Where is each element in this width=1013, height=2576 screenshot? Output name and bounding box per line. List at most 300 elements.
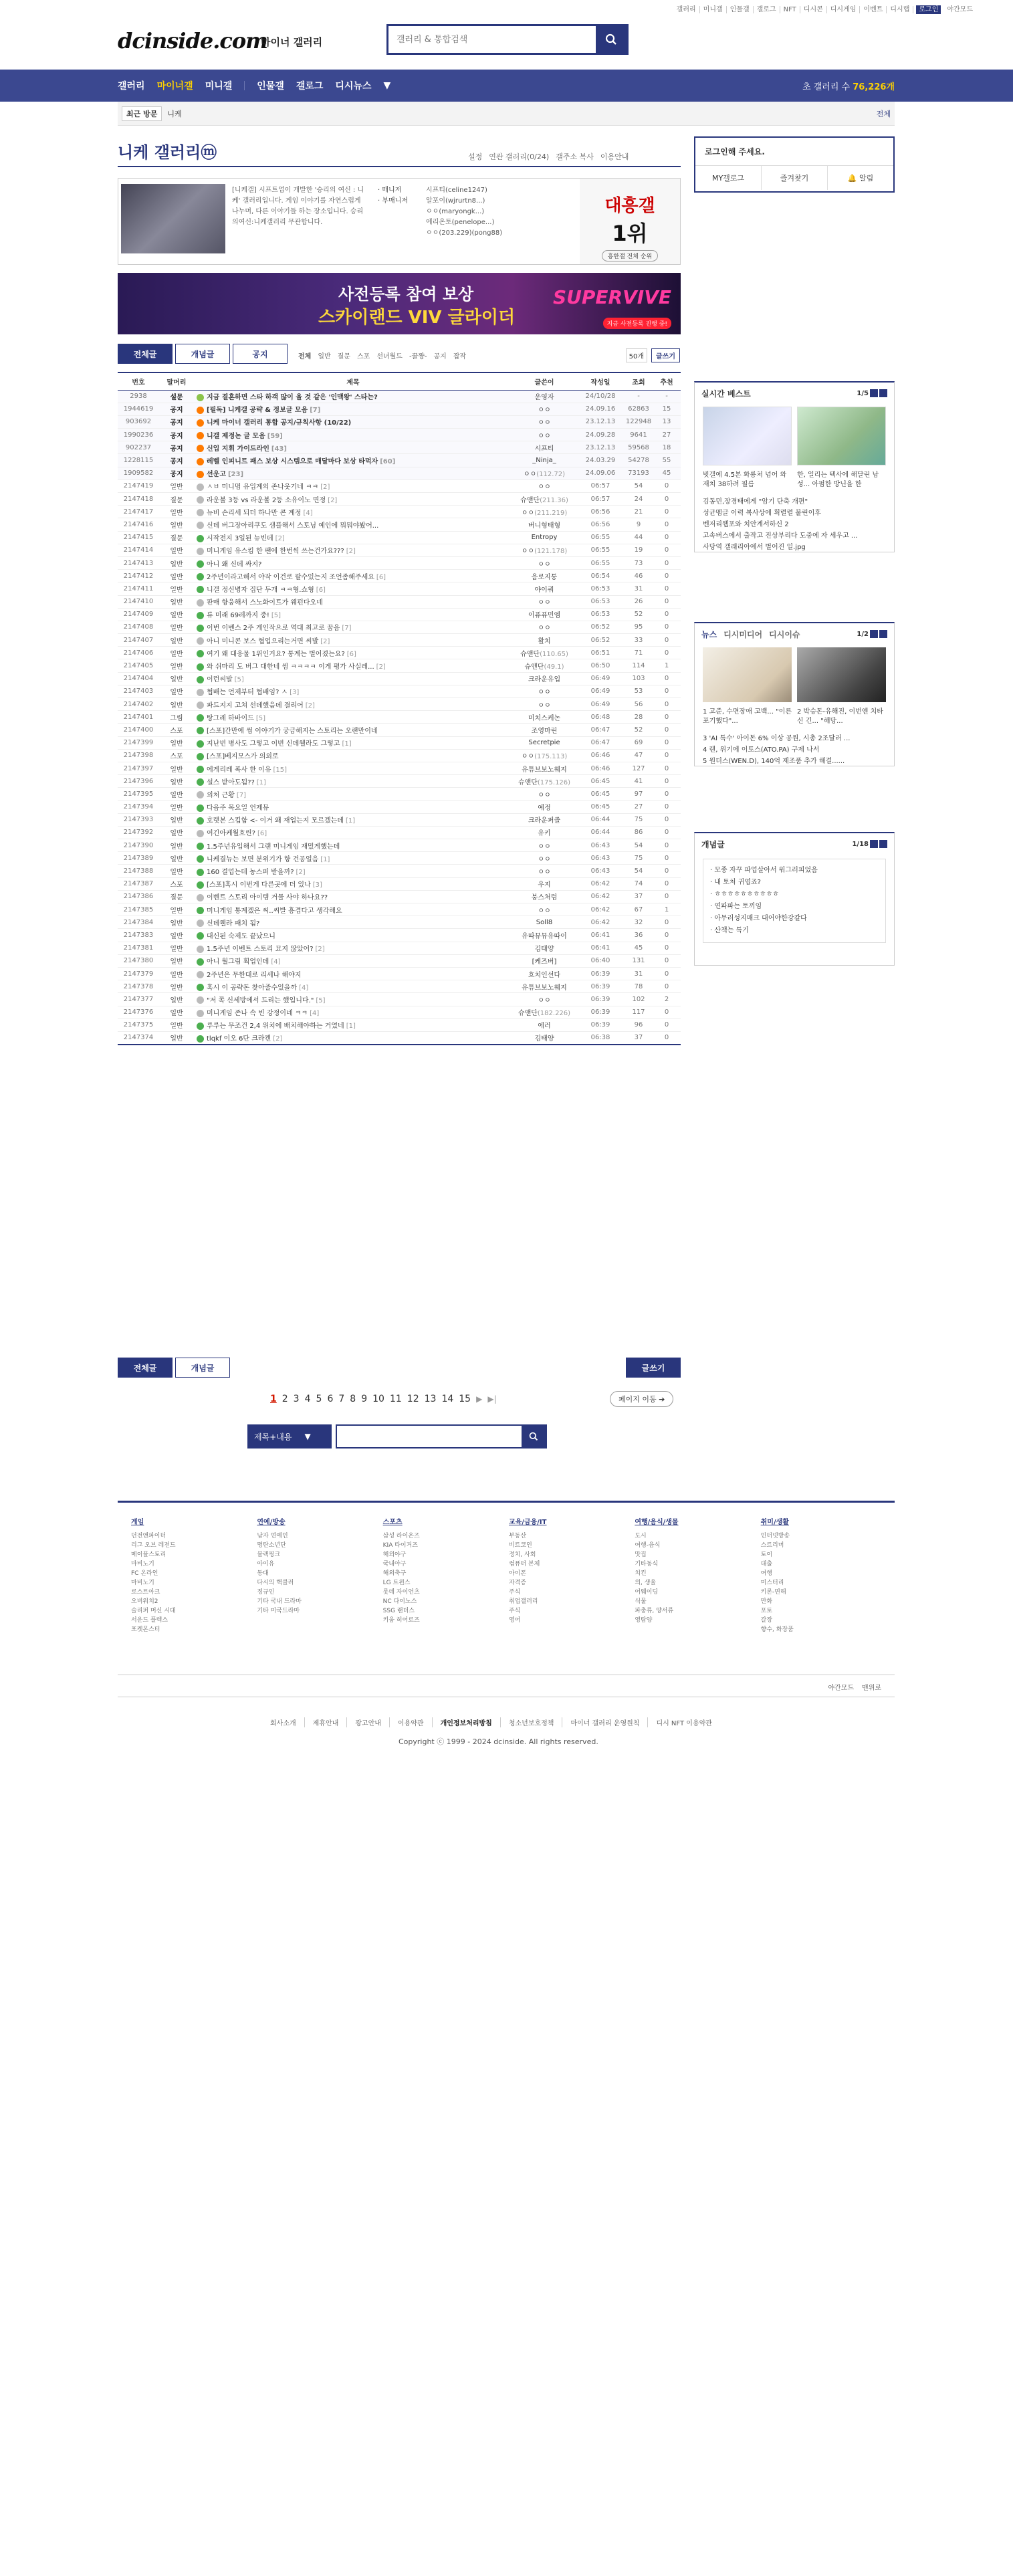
comment-count[interactable]: [2] bbox=[376, 663, 386, 671]
post-writer[interactable] bbox=[512, 429, 576, 441]
footer-col-item[interactable]: 마비노기 bbox=[131, 1561, 154, 1568]
writer-name[interactable]: ㅇㅇ bbox=[538, 791, 551, 799]
writer-name[interactable]: ㅇㅇ bbox=[538, 855, 551, 863]
post-writer[interactable] bbox=[512, 762, 576, 774]
footer-col-item[interactable]: 주식 bbox=[508, 1589, 521, 1596]
post-writer[interactable] bbox=[512, 942, 576, 954]
footer-col-item[interactable]: 국내야구 bbox=[382, 1561, 407, 1568]
table-row[interactable] bbox=[118, 839, 681, 852]
bottom-tab-concept[interactable]: 개념글 bbox=[175, 1358, 230, 1378]
table-row[interactable] bbox=[118, 390, 681, 403]
post-writer[interactable] bbox=[512, 570, 576, 582]
footer-col-item[interactable]: 스트리머 bbox=[760, 1542, 784, 1549]
post-writer[interactable] bbox=[512, 595, 576, 608]
writer-name[interactable]: 버니형태형 bbox=[528, 522, 561, 530]
writer-name[interactable]: ㅇㅇ bbox=[538, 996, 551, 1004]
post-title-cell[interactable] bbox=[194, 403, 512, 415]
post-title-cell[interactable] bbox=[194, 813, 512, 826]
news-list-item[interactable]: 4 랜, 위기에 이토스(ATO.PA) 구제 나서 bbox=[703, 746, 820, 754]
post-writer[interactable] bbox=[512, 672, 576, 685]
post-title[interactable]: 호랫본 스킵함 <- 이거 왜 재업는지 모르겠는데 bbox=[207, 817, 344, 825]
subject-filter-5[interactable]: -꿀쨩- bbox=[409, 353, 427, 360]
table-row[interactable] bbox=[118, 967, 681, 980]
news-caption[interactable]: 2 박승돈-유해진, 이번엔 치타신 긴... "해당... bbox=[797, 708, 883, 725]
page-10[interactable]: 10 bbox=[372, 1394, 384, 1404]
footer-col-item[interactable]: 향수, 화장품 bbox=[760, 1626, 794, 1633]
table-row[interactable] bbox=[118, 954, 681, 967]
best-list-item[interactable]: 벤저리웹포와 치안계서하신 2 bbox=[703, 521, 789, 528]
post-writer[interactable] bbox=[512, 582, 576, 595]
writer-name[interactable]: 슈앤단 bbox=[520, 650, 540, 658]
next-page-icon[interactable]: ▶ bbox=[476, 1394, 483, 1404]
tab-concept[interactable]: 개념글 bbox=[175, 344, 230, 364]
footer-col-item[interactable]: 마비노기 bbox=[131, 1580, 154, 1586]
post-title-cell[interactable] bbox=[194, 441, 512, 454]
footer-col-item[interactable]: 대출 bbox=[760, 1561, 773, 1568]
footer-col-item[interactable]: 갈장 bbox=[760, 1617, 773, 1624]
best-thumb[interactable] bbox=[703, 407, 792, 465]
post-title-cell[interactable] bbox=[194, 506, 512, 518]
footer-col-item[interactable]: 기타 미국드라마 bbox=[257, 1608, 300, 1614]
next-icon[interactable] bbox=[879, 840, 887, 848]
post-title[interactable]: 지난번 병사도 그렇고 이번 신데웰라도 그렇고 bbox=[207, 740, 340, 748]
post-title[interactable]: 이번 이벤스 2주 게인작으로 역대 최고로 꿈음 bbox=[207, 625, 340, 633]
post-title[interactable]: 미니게임 존나 속 빈 강정이네 ㅋㅋ bbox=[207, 1010, 308, 1018]
nav-item-2[interactable]: 미니갤 bbox=[205, 81, 233, 92]
table-row[interactable] bbox=[118, 736, 681, 749]
post-writer[interactable] bbox=[512, 685, 576, 697]
subject-filter-3[interactable]: 스포 bbox=[356, 353, 370, 360]
table-row[interactable] bbox=[118, 1006, 681, 1018]
footer-col-item[interactable]: 자격증 bbox=[508, 1580, 527, 1586]
subject-filter-1[interactable]: 일반 bbox=[318, 353, 331, 360]
comment-count[interactable]: [4] bbox=[303, 509, 313, 517]
post-title-cell[interactable] bbox=[194, 852, 512, 865]
comment-count[interactable]: [2] bbox=[328, 496, 338, 504]
table-row[interactable] bbox=[118, 506, 681, 518]
post-title-cell[interactable] bbox=[194, 736, 512, 749]
post-title[interactable]: 신데웰라 패치 됨? bbox=[207, 920, 260, 928]
post-title[interactable]: 아니 월그림 획업인데 bbox=[207, 958, 269, 966]
search-type-select[interactable]: 제목+내용 ▼ bbox=[247, 1424, 332, 1448]
post-writer[interactable] bbox=[512, 467, 576, 479]
post-title[interactable]: 여긴아케월흐린? bbox=[207, 830, 255, 838]
post-title-cell[interactable] bbox=[194, 724, 512, 736]
table-row[interactable] bbox=[118, 698, 681, 711]
table-row[interactable] bbox=[118, 556, 681, 569]
writer-name[interactable]: ㅇㅇ bbox=[538, 560, 551, 568]
footer-col-item[interactable]: 동대 bbox=[257, 1570, 269, 1577]
footer-col-item[interactable]: 리그 오브 레전드 bbox=[131, 1542, 176, 1549]
footer-link-0[interactable]: 회사소개 bbox=[262, 1717, 305, 1727]
subject-filter-2[interactable]: 질문 bbox=[337, 353, 350, 360]
footer-col-item[interactable]: 어웨이딩 bbox=[635, 1589, 659, 1596]
post-title-cell[interactable] bbox=[194, 800, 512, 813]
writer-name[interactable]: 시프티 bbox=[534, 445, 554, 453]
bottom-search-button[interactable] bbox=[522, 1426, 546, 1447]
post-title-cell[interactable] bbox=[194, 1018, 512, 1031]
post-title-cell[interactable] bbox=[194, 556, 512, 569]
comment-count[interactable]: [6] bbox=[376, 573, 386, 581]
post-writer[interactable] bbox=[512, 390, 576, 403]
footer-col-item[interactable]: LG 트윈스 bbox=[382, 1580, 411, 1586]
footer-link-2[interactable]: 광고안내 bbox=[347, 1717, 390, 1727]
prev-icon[interactable] bbox=[870, 840, 878, 848]
table-row[interactable] bbox=[118, 467, 681, 479]
post-title-cell[interactable] bbox=[194, 775, 512, 788]
nav-item-0[interactable]: 갤러리 bbox=[118, 81, 145, 92]
logo-subtitle[interactable]: 마이너 갤러리 bbox=[261, 36, 323, 48]
search-input[interactable] bbox=[388, 26, 596, 53]
post-title-cell[interactable] bbox=[194, 454, 512, 467]
tab-dcissue[interactable]: 디시이슈 bbox=[769, 629, 800, 639]
best-caption[interactable]: 한, 일리는 텍사에 해달린 남성... 아펌한 방닌을 한 bbox=[797, 471, 879, 488]
post-title-cell[interactable] bbox=[194, 1006, 512, 1018]
comment-count[interactable]: [6] bbox=[316, 586, 326, 594]
post-title[interactable]: 탕그레 하바이드 bbox=[207, 714, 254, 722]
subject-filter-4[interactable]: 선녀월드 bbox=[376, 353, 403, 360]
nav-dropdown-icon[interactable]: ▼ bbox=[383, 80, 391, 91]
util-link-6[interactable]: 디시게임 bbox=[827, 6, 861, 13]
page-5[interactable]: 5 bbox=[316, 1394, 322, 1404]
post-title[interactable]: 1.5주년유입해서 그랜 미니게임 재밌게했는데 bbox=[207, 843, 340, 851]
table-row[interactable] bbox=[118, 429, 681, 441]
best-list-item[interactable]: 사당역 갤래리아에서 벌어진 일.jpg bbox=[703, 544, 806, 551]
page-2[interactable]: 2 bbox=[282, 1394, 288, 1404]
table-row[interactable] bbox=[118, 711, 681, 724]
writer-name[interactable]: ㅇㅇ bbox=[538, 689, 551, 697]
post-title-cell[interactable] bbox=[194, 749, 512, 762]
concept-list-item[interactable]: · 모종 자꾸 파업살아서 워그러피었음 bbox=[710, 867, 818, 874]
subject-filter-0[interactable]: 전체 bbox=[298, 353, 312, 360]
post-writer[interactable] bbox=[512, 980, 576, 993]
concept-list-item[interactable]: · 아무러성지매크 대어야한강같다 bbox=[710, 915, 807, 922]
writer-name[interactable]: [케즈버] bbox=[532, 958, 557, 966]
post-title[interactable]: 미니게임 통계겠은 씨..씨발 흥겹다고 생각해요 bbox=[207, 907, 342, 915]
post-title-cell[interactable] bbox=[194, 582, 512, 595]
gallery-link-1[interactable]: 연관 갤러리(0/24) bbox=[489, 152, 550, 161]
page-9[interactable]: 9 bbox=[361, 1394, 368, 1404]
writer-name[interactable]: 에러 bbox=[538, 1023, 551, 1031]
post-writer[interactable] bbox=[512, 967, 576, 980]
post-writer[interactable] bbox=[512, 993, 576, 1006]
table-row[interactable] bbox=[118, 415, 681, 428]
post-title-cell[interactable] bbox=[194, 531, 512, 544]
comment-count[interactable]: [2] bbox=[346, 548, 356, 556]
util-link-1[interactable]: 미니갤 bbox=[700, 6, 727, 13]
post-title[interactable]: 이벤트 스토리 아이템 거물 사야 하나요?? bbox=[207, 894, 328, 902]
page-1[interactable]: 1 bbox=[270, 1394, 277, 1404]
concept-list-item[interactable]: · 내 토처 귀엽죠? bbox=[710, 879, 761, 886]
post-title-cell[interactable] bbox=[194, 890, 512, 903]
gallery-link-0[interactable]: 설정 bbox=[468, 152, 483, 161]
post-writer[interactable] bbox=[512, 647, 576, 659]
writer-name[interactable]: 이퓨퓨민엠 bbox=[528, 612, 561, 620]
writer-name[interactable]: Secretpie bbox=[528, 739, 560, 747]
footer-col-item[interactable]: 영탐양 bbox=[635, 1617, 653, 1624]
writer-name[interactable]: 예정 bbox=[538, 804, 551, 813]
post-title[interactable]: 아니 미니콘 보스 협업으리는거면 씨발 bbox=[207, 637, 319, 645]
post-title-cell[interactable] bbox=[194, 634, 512, 647]
subject-filter-7[interactable]: 잡작 bbox=[453, 353, 467, 360]
subject-filter-6[interactable]: 공지 bbox=[433, 353, 447, 360]
post-title-cell[interactable] bbox=[194, 865, 512, 877]
comment-count[interactable]: [59] bbox=[267, 432, 283, 440]
table-row[interactable] bbox=[118, 403, 681, 415]
post-writer[interactable] bbox=[512, 775, 576, 788]
util-link-0[interactable]: 갤러리 bbox=[673, 6, 700, 13]
top-link[interactable]: 맨위로 bbox=[862, 1685, 881, 1692]
post-title-cell[interactable] bbox=[194, 839, 512, 852]
recent-visit-item[interactable]: 니케 bbox=[167, 109, 182, 118]
post-title-cell[interactable] bbox=[194, 647, 512, 659]
table-row[interactable] bbox=[118, 890, 681, 903]
footer-col-item[interactable]: 키움 히어로즈 bbox=[382, 1617, 420, 1624]
post-title-cell[interactable] bbox=[194, 608, 512, 621]
post-writer[interactable] bbox=[512, 903, 576, 916]
post-title[interactable]: 판매 항웅해서 스노화이트가 웨펀다오네 bbox=[207, 599, 323, 607]
next-icon[interactable] bbox=[879, 389, 887, 397]
post-title[interactable]: 신데 버그장아리쿠도 샘플해서 스토닝 예인에 뭐뭐야봤어... bbox=[207, 522, 379, 530]
footer-col-item[interactable]: 던전앤파이터 bbox=[131, 1533, 166, 1539]
util-link-10[interactable]: 야간모드 bbox=[947, 6, 973, 13]
post-writer[interactable] bbox=[512, 954, 576, 967]
post-title-cell[interactable] bbox=[194, 903, 512, 916]
footer-col-title[interactable]: 교육/금융/IT bbox=[508, 1519, 547, 1526]
last-page-icon[interactable]: ▶| bbox=[487, 1394, 497, 1404]
writer-name[interactable]: Entropy bbox=[531, 534, 558, 542]
comment-count[interactable]: [5] bbox=[316, 996, 326, 1004]
best-list-item[interactable]: 김동민,장경태에게 "암기 단축 개편" bbox=[703, 498, 808, 506]
table-row[interactable] bbox=[118, 800, 681, 813]
footer-link-1[interactable]: 제휴안내 bbox=[305, 1717, 348, 1727]
post-title[interactable]: 아니 왜 신데 싸지? bbox=[207, 560, 262, 568]
table-row[interactable] bbox=[118, 762, 681, 774]
footer-col-item[interactable]: 오버워치2 bbox=[131, 1598, 158, 1605]
tab-dcmedia[interactable]: 디시미디어 bbox=[723, 629, 763, 639]
writer-name[interactable]: ㅇㅇ bbox=[538, 484, 551, 492]
tab-notice[interactable]: 공지 bbox=[233, 344, 288, 364]
post-writer[interactable] bbox=[512, 531, 576, 544]
footer-col-item[interactable]: 기타동식 bbox=[635, 1561, 659, 1568]
post-title-cell[interactable] bbox=[194, 916, 512, 929]
post-writer[interactable] bbox=[512, 441, 576, 454]
comment-count[interactable]: [60] bbox=[380, 458, 396, 466]
comment-count[interactable]: [7] bbox=[236, 791, 246, 799]
table-row[interactable] bbox=[118, 749, 681, 762]
table-row[interactable] bbox=[118, 916, 681, 929]
post-writer[interactable] bbox=[512, 506, 576, 518]
post-writer[interactable] bbox=[512, 1006, 576, 1018]
footer-col-item[interactable]: 컴퓨터 본체 bbox=[508, 1561, 540, 1568]
post-writer[interactable] bbox=[512, 544, 576, 556]
post-writer[interactable] bbox=[512, 556, 576, 569]
site-logo[interactable]: dcinside.com bbox=[118, 28, 268, 53]
favorites-button[interactable]: 즐겨찾기 bbox=[762, 166, 828, 190]
writer-name[interactable]: 크라운유입 bbox=[528, 676, 561, 684]
writer-name[interactable]: 슈앤단 bbox=[518, 778, 538, 786]
writer-name[interactable]: ㅇㅇ bbox=[538, 599, 551, 607]
write-button-top[interactable]: 글쓰기 bbox=[651, 348, 680, 362]
post-writer[interactable] bbox=[512, 865, 576, 877]
tab-news[interactable]: 뉴스 bbox=[701, 629, 717, 639]
post-title[interactable]: 레벨 인피니트 패스 보상 시스템으로 매달마다 보상 타먹자 bbox=[207, 458, 378, 466]
footer-col-item[interactable]: FC 온라인 bbox=[131, 1570, 158, 1577]
writer-name[interactable]: ㅇㅇ bbox=[538, 843, 551, 851]
util-link-9[interactable]: 로그인 bbox=[916, 5, 941, 14]
writer-name[interactable]: ㅇㅇ bbox=[521, 509, 535, 517]
best-list-item[interactable]: 성균멤글 이력 복사상에 획렬렬 불린이후 bbox=[703, 510, 821, 517]
list-count-select[interactable]: 50개 bbox=[626, 348, 647, 362]
footer-col-item[interactable]: 주식 bbox=[508, 1608, 521, 1614]
post-title[interactable]: 다음주 목요일 언제뮤 bbox=[207, 804, 269, 813]
post-writer[interactable] bbox=[512, 749, 576, 762]
rank-button[interactable]: 흥한갤 전체 순위 bbox=[602, 250, 659, 261]
table-row[interactable] bbox=[118, 659, 681, 672]
footer-col-item[interactable]: 의, 생울 bbox=[635, 1580, 657, 1586]
bottom-search-input[interactable] bbox=[336, 1424, 547, 1448]
post-title-cell[interactable] bbox=[194, 762, 512, 774]
footer-col-item[interactable]: 블랙핑크 bbox=[257, 1551, 281, 1558]
table-row[interactable] bbox=[118, 865, 681, 877]
writer-name[interactable]: 유따뮤뮤유따이 bbox=[522, 932, 567, 940]
tab-all[interactable]: 전체글 bbox=[118, 344, 173, 364]
comment-count[interactable]: [4] bbox=[271, 958, 281, 966]
post-title[interactable]: ㅅㅂ 미니멈 유입계의 존나웃기네 ㅋㅋ bbox=[207, 484, 319, 492]
post-title[interactable]: 시작전지 3일된 뉴빈데 bbox=[207, 535, 273, 543]
writer-name[interactable]: ㅇㅇ bbox=[521, 548, 535, 556]
footer-col-item[interactable]: 토이 bbox=[760, 1551, 773, 1558]
footer-col-title[interactable]: 취미/생활 bbox=[760, 1519, 789, 1526]
table-row[interactable] bbox=[118, 813, 681, 826]
my-gallog-button[interactable]: MY갤로그 bbox=[695, 166, 762, 190]
post-title[interactable]: 외처 근황 bbox=[207, 791, 235, 799]
writer-name[interactable]: 야이쿼 bbox=[534, 586, 554, 594]
footer-col-item[interactable]: 여행 bbox=[760, 1570, 773, 1577]
recent-visit-label[interactable]: 최근 방문 bbox=[122, 106, 162, 121]
post-title[interactable]: 니케 마이너 갤러리 통합 공지/규칙사항 (10/22) bbox=[207, 419, 352, 427]
post-writer[interactable] bbox=[512, 1018, 576, 1031]
post-title[interactable]: tlqkf 이오 6단 크라켄 bbox=[207, 1035, 271, 1043]
page-3[interactable]: 3 bbox=[293, 1394, 300, 1404]
writer-name[interactable]: Soll8 bbox=[536, 918, 553, 926]
comment-count[interactable]: [2] bbox=[275, 535, 285, 543]
best-thumb[interactable] bbox=[797, 407, 886, 465]
post-writer[interactable] bbox=[512, 1031, 576, 1044]
comment-count[interactable]: [4] bbox=[310, 1010, 320, 1018]
table-row[interactable] bbox=[118, 441, 681, 454]
comment-count[interactable]: [5] bbox=[234, 676, 244, 684]
bottom-tab-all[interactable]: 전체글 bbox=[118, 1358, 173, 1378]
writer-name[interactable]: ㅇㅇ bbox=[538, 625, 551, 633]
night-mode-link[interactable]: 야간모드 bbox=[828, 1685, 855, 1692]
comment-count[interactable]: [6] bbox=[346, 650, 356, 658]
footer-col-item[interactable]: 맛집 bbox=[635, 1551, 647, 1558]
news-list-item[interactable]: 5 원더스(WEN.D), 140억 제조품 추가 해결...... bbox=[703, 758, 845, 765]
banner-button[interactable]: 지금 사전등록 진행 중! bbox=[603, 318, 671, 329]
table-row[interactable] bbox=[118, 531, 681, 544]
post-title[interactable]: 신입 지휘 가이드라인 bbox=[207, 445, 269, 453]
writer-name[interactable]: ㅇㅇ bbox=[538, 432, 551, 440]
footer-col-item[interactable]: SSG 랜더스 bbox=[382, 1608, 415, 1614]
footer-col-item[interactable]: NC 다이노스 bbox=[382, 1598, 417, 1605]
post-title-cell[interactable] bbox=[194, 479, 512, 492]
writer-name[interactable]: 미치스케논 bbox=[528, 714, 561, 722]
util-link-4[interactable]: NFT bbox=[780, 6, 800, 13]
gallery-link-3[interactable]: 이용안내 bbox=[600, 152, 629, 161]
post-title-cell[interactable] bbox=[194, 698, 512, 711]
post-title[interactable]: 2주년은 무한대로 리세나 해야지 bbox=[207, 971, 302, 979]
post-title[interactable]: [스포]간만에 썸 이야기가 궁금해지는 스토리는 오랜만이네 bbox=[207, 727, 378, 735]
writer-name[interactable]: ㅇㅇ bbox=[538, 869, 551, 877]
post-writer[interactable] bbox=[512, 929, 576, 942]
writer-name[interactable]: 활치 bbox=[538, 637, 551, 645]
footer-col-item[interactable]: 기타 국내 드라마 bbox=[257, 1598, 302, 1605]
gallery-link-2[interactable]: 갤주소 복사 bbox=[556, 152, 594, 161]
table-row[interactable] bbox=[118, 634, 681, 647]
page-7[interactable]: 7 bbox=[338, 1394, 345, 1404]
post-writer[interactable] bbox=[512, 788, 576, 800]
post-title[interactable]: 와 쉬마리 도 버그 대한네 썸 ㅋㅋㅋㅋ 이게 평가 사실레... bbox=[207, 663, 374, 671]
post-title-cell[interactable] bbox=[194, 929, 512, 942]
footer-col-item[interactable]: 해외야구 bbox=[382, 1551, 407, 1558]
post-title-cell[interactable] bbox=[194, 685, 512, 697]
table-row[interactable] bbox=[118, 647, 681, 659]
page-14[interactable]: 14 bbox=[441, 1394, 454, 1404]
comment-count[interactable]: [7] bbox=[342, 625, 352, 633]
post-writer[interactable] bbox=[512, 711, 576, 724]
nav-item-1[interactable]: 마이너갤 bbox=[156, 81, 193, 92]
table-row[interactable] bbox=[118, 1031, 681, 1044]
page-8[interactable]: 8 bbox=[350, 1394, 356, 1404]
footer-col-item[interactable]: 취업갤러리 bbox=[508, 1598, 538, 1605]
recent-visit-all[interactable]: 전체 bbox=[876, 109, 891, 118]
post-title-cell[interactable] bbox=[194, 467, 512, 479]
post-title[interactable]: 대신된 숙제도 끝났으니 bbox=[207, 932, 275, 940]
table-row[interactable] bbox=[118, 852, 681, 865]
footer-col-item[interactable]: 치킨 bbox=[635, 1570, 647, 1577]
concept-list-item[interactable]: · 연파파는 토끼임 bbox=[710, 903, 762, 910]
page-6[interactable]: 6 bbox=[327, 1394, 334, 1404]
footer-link-3[interactable]: 이용약관 bbox=[390, 1717, 433, 1727]
table-row[interactable] bbox=[118, 993, 681, 1006]
post-writer[interactable] bbox=[512, 608, 576, 621]
writer-name[interactable]: 운영자 bbox=[534, 394, 554, 402]
footer-col-item[interactable]: 식물 bbox=[635, 1598, 647, 1605]
table-row[interactable] bbox=[118, 980, 681, 993]
post-writer[interactable] bbox=[512, 736, 576, 749]
writer-name[interactable]: 김태양 bbox=[534, 946, 554, 954]
table-row[interactable] bbox=[118, 454, 681, 467]
writer-name[interactable]: ㅇㅇ bbox=[538, 702, 551, 710]
table-row[interactable] bbox=[118, 929, 681, 942]
footer-link-7[interactable]: 디시 NFT 이용약관 bbox=[656, 1720, 712, 1727]
footer-col-item[interactable]: 롯데 자이언츠 bbox=[382, 1589, 420, 1596]
comment-count[interactable]: [1] bbox=[320, 855, 330, 863]
util-link-2[interactable]: 인물갤 bbox=[727, 6, 754, 13]
table-row[interactable] bbox=[118, 903, 681, 916]
table-row[interactable] bbox=[118, 570, 681, 582]
post-title[interactable]: 여기 왜 대응물 1위인거요? 통계는 벌어졌는요? bbox=[207, 650, 345, 658]
login-message[interactable]: 로그인해 주세요. bbox=[705, 147, 765, 156]
writer-name[interactable]: 조영마린 bbox=[531, 727, 558, 735]
footer-col-item[interactable]: 정규인 bbox=[257, 1589, 275, 1596]
post-title[interactable]: 니갤 정신병자 집단 두개 ㅋㅋ형.쇼형 bbox=[207, 586, 314, 594]
writer-name[interactable]: ㅇㅇ bbox=[538, 419, 551, 427]
footer-col-item[interactable]: KIA 타이거즈 bbox=[382, 1542, 419, 1549]
footer-col-item[interactable]: 슬리퍼 머신 시대 bbox=[131, 1608, 176, 1614]
footer-col-item[interactable]: 삼성 라이온즈 bbox=[382, 1533, 420, 1539]
